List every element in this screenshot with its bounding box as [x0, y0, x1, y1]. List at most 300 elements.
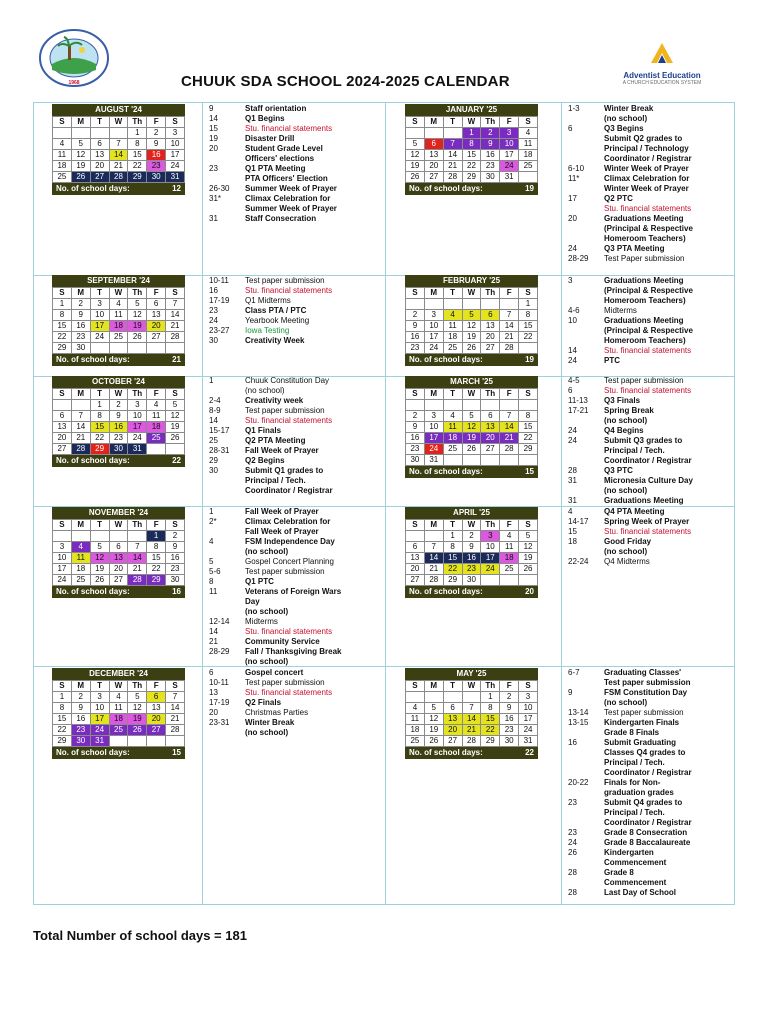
day-cell: 13 — [90, 150, 109, 161]
event-date: 14-17 — [568, 517, 589, 526]
event-row — [209, 276, 369, 286]
event-date — [568, 878, 604, 888]
weekday-header: Th — [481, 681, 500, 692]
event-text: Coordinator / Registrar — [604, 154, 692, 163]
day-cell: 20 — [481, 433, 500, 444]
day-cell: 30 — [166, 575, 185, 586]
weekday-header: S — [519, 520, 538, 531]
school-days-value: 21 — [172, 355, 181, 364]
day-cell: 28 — [128, 575, 147, 586]
day-cell: 6 — [481, 411, 500, 422]
adventist-education-wordmark: Adventist Education — [623, 71, 701, 80]
day-cell: 9 — [147, 139, 166, 150]
school-days-value: 19 — [525, 355, 534, 364]
event-text: Summer Week of Prayer — [245, 184, 337, 193]
day-cell: 30 — [406, 455, 425, 466]
day-cell: 12 — [462, 422, 481, 433]
event-row — [568, 466, 733, 476]
event-row — [568, 386, 733, 396]
event-date: 6 — [209, 668, 214, 677]
event-date: 24 — [568, 356, 577, 365]
event-row — [568, 838, 733, 848]
event-row — [209, 698, 369, 708]
event-text: Spring Week of Prayer — [604, 517, 690, 526]
day-cell: 20 — [90, 161, 109, 172]
day-cell: 9 — [166, 542, 185, 553]
event-date — [209, 204, 245, 214]
week-row — [53, 736, 185, 747]
weekday-header: T — [443, 520, 462, 531]
event-date: 26-30 — [209, 184, 230, 193]
event-date: 23 — [209, 306, 218, 315]
day-cell: 31 — [519, 736, 538, 747]
event-text: Q1 PTC — [245, 577, 274, 586]
event-row — [209, 476, 369, 486]
school-days-value: 15 — [525, 467, 534, 476]
day-cell: 17 — [424, 332, 443, 343]
day-cell: 30 — [147, 172, 166, 183]
event-date — [209, 547, 245, 557]
day-cell: 27 — [481, 444, 500, 455]
total-school-days: Total Number of school days = 181 — [33, 928, 247, 943]
day-cell: 26 — [424, 736, 443, 747]
event-text: Test paper submission — [245, 567, 325, 576]
week-row — [53, 692, 185, 703]
weekday-header: F — [147, 681, 166, 692]
day-cell: 17 — [53, 564, 72, 575]
event-date: 20-22 — [568, 778, 589, 787]
day-cell: 8 — [128, 139, 147, 150]
week-row — [53, 343, 185, 354]
day-cell — [147, 444, 166, 455]
day-cell: 8 — [53, 310, 72, 321]
day-cell: 18 — [147, 422, 166, 433]
day-cell: 7 — [462, 703, 481, 714]
day-cell — [519, 575, 538, 586]
day-cell — [462, 692, 481, 703]
day-cell: 8 — [90, 411, 109, 422]
school-days-count — [405, 466, 538, 478]
event-row — [209, 286, 369, 296]
event-row — [209, 386, 369, 396]
event-row — [568, 848, 733, 858]
event-date: 1-3 — [568, 104, 580, 113]
event-text: Principal / Tech. — [604, 808, 665, 817]
day-cell — [481, 455, 500, 466]
event-date: 11-13 — [568, 396, 588, 405]
day-cell: 21 — [500, 433, 519, 444]
event-row — [209, 114, 369, 124]
day-cell: 16 — [71, 321, 90, 332]
week-row — [406, 411, 538, 422]
day-cell: 1 — [519, 299, 538, 310]
event-text: Test Paper submission — [604, 254, 685, 263]
day-cell: 10 — [424, 422, 443, 433]
event-date: 24 — [568, 436, 577, 445]
day-cell — [443, 128, 462, 139]
day-cell — [424, 531, 443, 542]
event-text: Stu. financial statements — [245, 124, 333, 133]
event-date: 1 — [209, 376, 214, 385]
event-row — [568, 698, 733, 708]
day-cell: 15 — [90, 422, 109, 433]
day-cell: 18 — [443, 332, 462, 343]
day-cell: 21 — [71, 433, 90, 444]
event-text: Community Service — [245, 637, 320, 646]
day-cell — [424, 400, 443, 411]
day-cell: 5 — [406, 139, 425, 150]
month-calendar — [52, 104, 185, 195]
day-cell: 27 — [481, 343, 500, 354]
event-row — [209, 456, 369, 466]
day-cell — [500, 299, 519, 310]
day-cell: 27 — [443, 736, 462, 747]
event-date: 4 — [568, 507, 573, 516]
school-days-label: No. of school days: — [409, 748, 483, 757]
event-row — [209, 134, 369, 144]
day-cell: 8 — [519, 411, 538, 422]
month-days-table — [405, 116, 538, 183]
day-cell: 3 — [424, 310, 443, 321]
day-cell — [443, 692, 462, 703]
day-cell: 29 — [481, 736, 500, 747]
event-date — [568, 456, 604, 466]
event-list — [568, 376, 733, 506]
event-date: 15 — [209, 124, 218, 133]
weekday-header: M — [71, 117, 90, 128]
event-row — [568, 738, 733, 748]
month-calendar — [405, 104, 538, 195]
event-row — [568, 276, 733, 286]
month-title: SEPTEMBER '24 — [52, 275, 185, 287]
day-cell: 20 — [424, 161, 443, 172]
day-cell: 12 — [406, 150, 425, 161]
day-cell: 2 — [71, 692, 90, 703]
weekday-header: T — [90, 389, 109, 400]
event-row — [209, 466, 369, 476]
day-cell: 15 — [53, 714, 72, 725]
week-row — [406, 161, 538, 172]
event-row — [568, 326, 733, 336]
day-cell: 9 — [109, 411, 128, 422]
day-cell: 29 — [462, 172, 481, 183]
event-text: Midterms — [245, 617, 278, 626]
day-cell: 2 — [500, 692, 519, 703]
event-text: Principal / Tech. — [604, 446, 665, 455]
day-cell: 20 — [109, 564, 128, 575]
event-text: Climax Celebration for — [245, 194, 331, 203]
week-row — [406, 172, 538, 183]
weekday-header: M — [71, 288, 90, 299]
day-cell: 4 — [109, 299, 128, 310]
day-cell: 12 — [166, 411, 185, 422]
day-cell — [406, 128, 425, 139]
event-text: Coordinator / Registrar — [245, 486, 333, 495]
day-cell: 22 — [481, 725, 500, 736]
week-row — [406, 400, 538, 411]
event-date — [209, 386, 245, 396]
event-text: Q2 Finals — [245, 698, 282, 707]
day-cell: 12 — [128, 310, 147, 321]
weekday-header: S — [406, 288, 425, 299]
day-cell: 19 — [90, 564, 109, 575]
event-row — [209, 708, 369, 718]
event-date: 19 — [209, 134, 218, 143]
day-cell: 1 — [53, 299, 72, 310]
event-text: Coordinator / Registrar — [604, 768, 692, 777]
weekday-header: Th — [128, 389, 147, 400]
event-row — [568, 808, 733, 818]
month-title: MAY '25 — [405, 668, 538, 680]
event-text: Q2 Begins — [245, 456, 285, 465]
event-row — [568, 154, 733, 164]
day-cell: 7 — [166, 692, 185, 703]
event-text: Q2 PTC — [604, 194, 633, 203]
weekday-header: W — [462, 117, 481, 128]
event-row — [209, 486, 369, 496]
weekday-header: M — [71, 520, 90, 531]
school-days-value: 20 — [525, 587, 534, 596]
event-date: 13-14 — [568, 708, 589, 717]
day-cell: 29 — [128, 172, 147, 183]
day-cell — [443, 299, 462, 310]
day-cell: 17 — [90, 714, 109, 725]
day-cell: 14 — [71, 422, 90, 433]
event-row — [568, 134, 733, 144]
day-cell: 22 — [128, 161, 147, 172]
event-row — [568, 306, 733, 316]
event-row — [209, 416, 369, 426]
day-cell — [109, 736, 128, 747]
day-cell: 6 — [481, 310, 500, 321]
day-cell: 13 — [406, 553, 425, 564]
event-row — [568, 798, 733, 808]
day-cell: 7 — [71, 411, 90, 422]
day-cell: 30 — [481, 172, 500, 183]
day-cell — [406, 299, 425, 310]
day-cell: 5 — [166, 400, 185, 411]
event-date: 10-11 — [209, 678, 229, 687]
day-cell: 11 — [109, 703, 128, 714]
event-row — [568, 184, 733, 194]
day-cell: 23 — [71, 332, 90, 343]
weekday-header: M — [424, 389, 443, 400]
day-cell: 8 — [462, 139, 481, 150]
day-cell: 24 — [424, 343, 443, 354]
event-row — [209, 718, 369, 728]
event-text: (Principal & Respective — [604, 224, 693, 233]
event-text: Test paper submission — [604, 678, 691, 687]
event-date: 12-14 — [209, 617, 230, 626]
event-date: 4-6 — [568, 306, 580, 315]
month-calendar — [52, 668, 185, 759]
day-cell: 15 — [481, 714, 500, 725]
week-row — [406, 332, 538, 343]
weekday-header: W — [109, 117, 128, 128]
event-date: 17-19 — [209, 698, 230, 707]
event-date: 17 — [568, 194, 577, 203]
weekday-header: S — [166, 288, 185, 299]
day-cell: 11 — [109, 310, 128, 321]
day-cell: 29 — [90, 444, 109, 455]
day-cell: 16 — [500, 714, 519, 725]
event-text: (Principal & Respective — [604, 326, 693, 335]
week-row — [406, 321, 538, 332]
event-text: Q1 PTA Meeting — [245, 164, 306, 173]
event-row — [209, 306, 369, 316]
event-list — [209, 276, 369, 346]
weekday-header: F — [500, 389, 519, 400]
event-date: 23 — [568, 828, 577, 837]
day-cell: 16 — [462, 553, 481, 564]
day-cell: 1 — [90, 400, 109, 411]
event-date: 23 — [209, 164, 218, 173]
event-text: Stu. financial statements — [604, 386, 692, 395]
week-row — [406, 299, 538, 310]
event-text: Coordinator / Registrar — [604, 456, 692, 465]
day-cell: 11 — [147, 411, 166, 422]
day-cell: 1 — [443, 531, 462, 542]
day-cell: 9 — [71, 310, 90, 321]
event-date — [568, 296, 604, 306]
day-cell: 6 — [406, 542, 425, 553]
event-date: 28-29 — [209, 647, 230, 656]
day-cell: 20 — [147, 321, 166, 332]
day-cell: 27 — [109, 575, 128, 586]
event-row — [209, 507, 369, 517]
day-cell: 3 — [424, 411, 443, 422]
event-list — [209, 104, 369, 224]
day-cell: 13 — [53, 422, 72, 433]
day-cell: 31 — [424, 455, 443, 466]
event-text: Grade 8 — [604, 868, 634, 877]
event-row — [209, 547, 369, 557]
day-cell: 20 — [147, 714, 166, 725]
day-cell: 1 — [128, 128, 147, 139]
event-row — [209, 607, 369, 617]
event-row — [568, 818, 733, 828]
day-cell: 7 — [443, 139, 462, 150]
school-days-count — [52, 183, 185, 195]
event-text: Yearbook Meeting — [245, 316, 310, 325]
event-date: 16 — [209, 286, 218, 295]
weekday-header: T — [90, 288, 109, 299]
event-date — [568, 154, 604, 164]
event-list — [568, 276, 733, 366]
week-row — [406, 343, 538, 354]
day-cell: 30 — [462, 575, 481, 586]
day-cell: 6 — [424, 139, 443, 150]
day-cell: 4 — [147, 400, 166, 411]
event-date — [209, 174, 245, 184]
event-date: 16 — [568, 738, 577, 747]
event-row — [209, 527, 369, 537]
day-cell: 4 — [443, 411, 462, 422]
day-cell: 21 — [443, 161, 462, 172]
day-cell: 27 — [406, 575, 425, 586]
school-days-count — [405, 183, 538, 195]
day-cell — [109, 128, 128, 139]
week-row — [53, 725, 185, 736]
event-row — [209, 446, 369, 456]
day-cell: 3 — [90, 692, 109, 703]
day-cell — [481, 575, 500, 586]
school-days-label: No. of school days: — [409, 467, 483, 476]
event-list — [568, 668, 733, 898]
day-cell: 3 — [481, 531, 500, 542]
day-cell — [481, 400, 500, 411]
event-row — [209, 577, 369, 587]
day-cell: 29 — [443, 575, 462, 586]
week-row — [53, 714, 185, 725]
day-cell: 16 — [481, 150, 500, 161]
day-cell: 18 — [109, 321, 128, 332]
week-row — [406, 128, 538, 139]
day-cell: 26 — [90, 575, 109, 586]
event-row — [568, 768, 733, 778]
event-text: Submit Graduating — [604, 738, 676, 747]
event-row — [568, 537, 733, 547]
event-row — [568, 174, 733, 184]
day-cell: 20 — [443, 725, 462, 736]
weekday-header: F — [147, 288, 166, 299]
day-cell — [424, 128, 443, 139]
weekday-header: T — [90, 117, 109, 128]
day-cell: 23 — [109, 433, 128, 444]
event-date: 20 — [209, 708, 218, 717]
day-cell: 25 — [519, 161, 538, 172]
week-row — [53, 433, 185, 444]
weekday-header: Th — [128, 288, 147, 299]
day-cell: 16 — [109, 422, 128, 433]
day-cell: 10 — [90, 310, 109, 321]
day-cell: 20 — [53, 433, 72, 444]
event-text: Q3 Begins — [604, 124, 644, 133]
day-cell — [519, 400, 538, 411]
day-cell: 3 — [500, 128, 519, 139]
month-calendar — [52, 275, 185, 366]
event-text: Classes Q4 grades to — [604, 748, 686, 757]
month-days-table — [405, 388, 538, 466]
day-cell — [500, 575, 519, 586]
day-cell — [519, 172, 538, 183]
event-date: 24 — [568, 426, 577, 435]
event-date — [568, 728, 604, 738]
event-row — [568, 336, 733, 346]
event-text: Test paper submission — [245, 678, 325, 687]
day-cell: 18 — [71, 564, 90, 575]
event-date: 28 — [568, 868, 577, 877]
event-row — [568, 416, 733, 426]
event-text: Stu. financial statements — [245, 688, 333, 697]
day-cell: 5 — [462, 310, 481, 321]
event-date: 30 — [209, 336, 218, 345]
event-text: Q1 Midterms — [245, 296, 291, 305]
event-date — [568, 234, 604, 244]
day-cell: 7 — [166, 299, 185, 310]
day-cell — [71, 531, 90, 542]
day-cell: 28 — [500, 343, 519, 354]
day-cell — [406, 531, 425, 542]
event-row — [568, 214, 733, 224]
event-list — [568, 507, 733, 567]
day-cell: 29 — [519, 444, 538, 455]
day-cell: 31 — [90, 736, 109, 747]
event-row — [568, 204, 733, 214]
event-row — [209, 124, 369, 134]
weekday-header: M — [424, 681, 443, 692]
event-row — [209, 154, 369, 164]
